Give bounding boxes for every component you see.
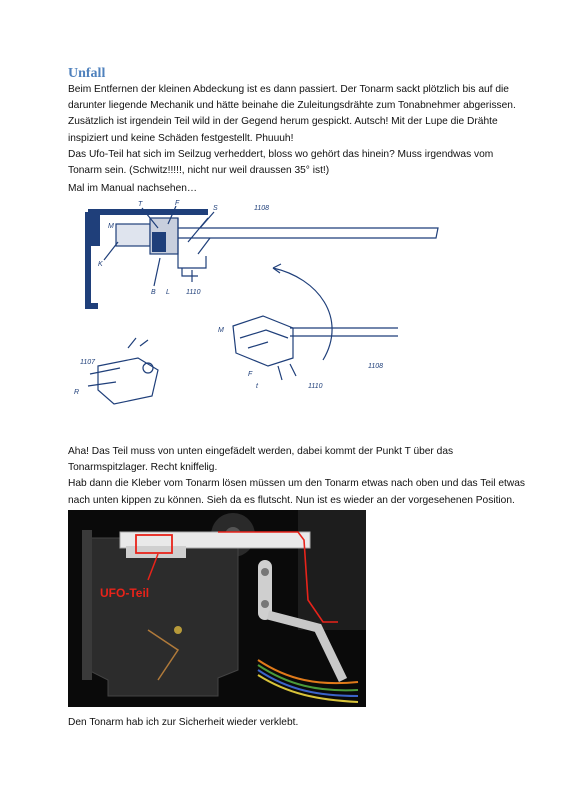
ufo-teil-label: UFO-Teil — [100, 586, 150, 600]
text-line: Das Ufo-Teil hat sich im Seilzug verheddert, bloss wo gehört das hinein? Muss irgendwas vom — [68, 148, 494, 160]
label-l: L — [166, 289, 170, 296]
label-s: S — [213, 205, 218, 212]
text-line: Den Tonarm hab ich zur Sicherheit wieder verklebt. — [68, 717, 299, 728]
after-paragraph — [68, 444, 526, 509]
label-b: B — [151, 289, 156, 296]
direction-arrow — [273, 268, 332, 360]
label-1110: 1110 — [186, 289, 201, 296]
text-line: Mal im Manual nachsehen… — [68, 183, 198, 194]
mechanism-photo — [68, 510, 366, 707]
frame-box — [90, 214, 100, 246]
counterweight — [116, 224, 150, 246]
detail-body — [233, 316, 293, 366]
label-f: F — [175, 200, 180, 207]
text-line: darunter liegende Mechanik und hätte beinahe die Zuleitungsdrähte zum Tonabnehmer abgerissen. — [68, 100, 516, 112]
page-title: Unfall — [68, 66, 106, 81]
label-1108: 1108 — [254, 205, 270, 212]
text-line: Tonarm sein. (Schwitz!!!!!, nicht nur weil draussen 35° ist!) — [68, 165, 330, 177]
text-line: Tonarmspitzlager. Recht kniffelig. — [68, 462, 218, 474]
arm-lift-detail — [98, 358, 158, 404]
manual-diagram — [68, 198, 448, 420]
label-m2: M — [218, 327, 224, 334]
manual-line — [68, 181, 518, 197]
label-k: K — [98, 261, 103, 268]
text-line: Beim Entfernen der kleinen Abdeckung ist es dann passiert. Der Tonarm sackt plötzlich bis auf die — [68, 84, 509, 95]
text-line: Aha! Das Teil muss von unten eingefädelt werden, dabei kommt der Punkt T über das — [68, 446, 454, 457]
detail-arm — [290, 328, 398, 336]
label-f2: F — [248, 371, 253, 378]
text-line: Hab dann die Kleber vom Tonarm lösen müssen um den Tonarm etwas nach oben und das Teil etwas — [68, 478, 526, 490]
label-r: R — [74, 389, 80, 396]
label-t2: t — [256, 383, 258, 390]
leader-k — [104, 242, 118, 260]
photo-illustration — [68, 510, 366, 707]
label-t: T — [138, 201, 143, 208]
leader-b — [154, 258, 160, 286]
bearing-part-t — [152, 232, 166, 252]
text-line: inspiziert und keine Schäden festgestellt. Phuuuh! — [68, 132, 294, 144]
intro-paragraph — [68, 82, 518, 179]
support-arm — [188, 218, 210, 254]
label-1107: 1107 — [80, 359, 96, 366]
closing-line — [68, 715, 518, 731]
text-line: Zusätzlich ist irgendein Teil wild in der Gegend herum gespickt. Autsch! Mit der Lupe die Drähte — [68, 116, 498, 128]
label-1110b: 1110 — [308, 383, 323, 390]
text-line: nach unten kippen zu können. Sieh da es flutscht. Nun ist es wieder an der vorgesehenen Position. — [68, 494, 515, 506]
label-1108b: 1108 — [368, 363, 384, 370]
label-m: M — [108, 223, 114, 230]
